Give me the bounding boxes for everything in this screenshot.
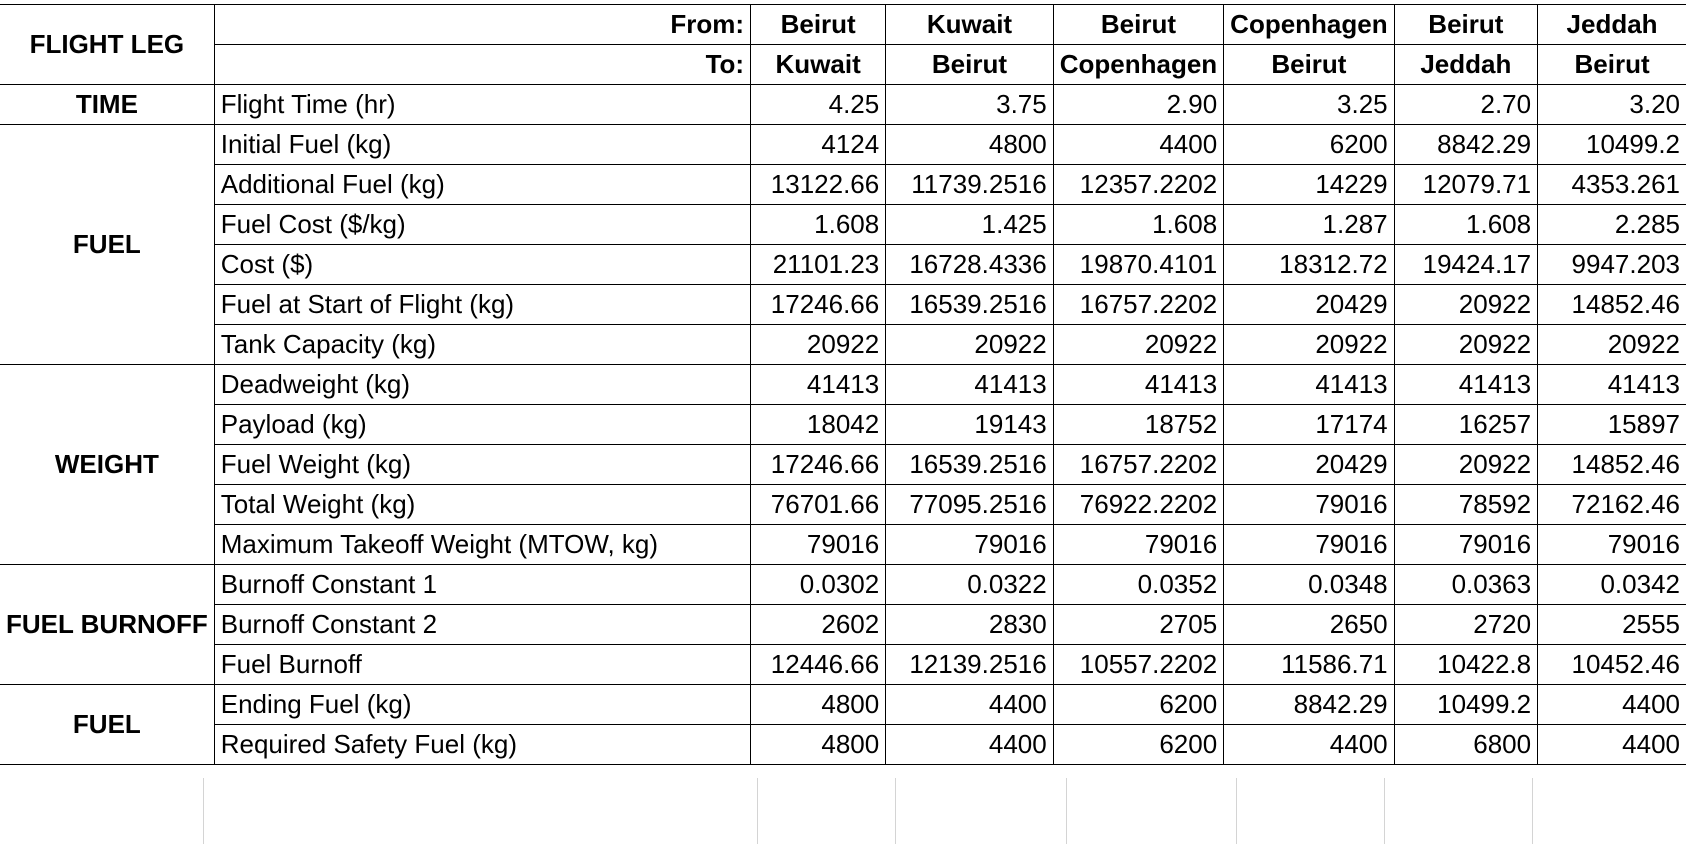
- row-label[interactable]: Fuel Weight (kg): [214, 445, 750, 485]
- value-cell[interactable]: 0.0302: [751, 565, 886, 605]
- value-cell[interactable]: 4400: [1538, 725, 1686, 765]
- value-cell[interactable]: 6200: [1053, 725, 1223, 765]
- value-cell[interactable]: 20429: [1224, 445, 1394, 485]
- value-cell[interactable]: 0.0322: [886, 565, 1053, 605]
- table-row: [0, 405, 1686, 445]
- value-cell[interactable]: 4353.261: [1538, 165, 1686, 205]
- value-cell[interactable]: 20922: [886, 325, 1053, 365]
- table-row: [0, 485, 1686, 525]
- table-row: [0, 205, 1686, 245]
- value-cell[interactable]: 2650: [1224, 605, 1394, 645]
- value-cell[interactable]: 20922: [1224, 325, 1394, 365]
- value-cell[interactable]: 12079.71: [1394, 165, 1537, 205]
- value-cell[interactable]: 4.25: [751, 85, 886, 125]
- value-cell[interactable]: 2705: [1053, 605, 1223, 645]
- value-cell[interactable]: 8842.29: [1224, 685, 1394, 725]
- value-cell[interactable]: 4400: [1538, 685, 1686, 725]
- row-label[interactable]: Tank Capacity (kg): [214, 325, 750, 365]
- from-label[interactable]: From:: [214, 5, 750, 45]
- row-label[interactable]: Fuel at Start of Flight (kg): [214, 285, 750, 325]
- value-cell[interactable]: 41413: [751, 365, 886, 405]
- table-row: [0, 365, 1686, 405]
- value-cell[interactable]: 79016: [1394, 525, 1537, 565]
- value-cell[interactable]: 77095.2516: [886, 485, 1053, 525]
- value-cell[interactable]: 10422.8: [1394, 645, 1537, 685]
- from-cell-5[interactable]: Beirut: [1394, 5, 1537, 45]
- table-row: [0, 165, 1686, 205]
- value-cell[interactable]: 76922.2202: [1053, 485, 1223, 525]
- row-label[interactable]: Deadweight (kg): [214, 365, 750, 405]
- value-cell[interactable]: 79016: [1538, 525, 1686, 565]
- value-cell[interactable]: 11739.2516: [886, 165, 1053, 205]
- value-cell[interactable]: 10557.2202: [1053, 645, 1223, 685]
- value-cell[interactable]: 15897: [1538, 405, 1686, 445]
- value-cell[interactable]: 41413: [1538, 365, 1686, 405]
- value-cell[interactable]: 76701.66: [751, 485, 886, 525]
- table-row: [0, 685, 1686, 725]
- value-cell[interactable]: 6200: [1224, 125, 1394, 165]
- value-cell[interactable]: 2.285: [1538, 205, 1686, 245]
- value-cell[interactable]: 6200: [1053, 685, 1223, 725]
- value-cell[interactable]: 20922: [751, 325, 886, 365]
- to-label[interactable]: To:: [214, 45, 750, 85]
- value-cell[interactable]: 12446.66: [751, 645, 886, 685]
- row-label[interactable]: Flight Time (hr): [214, 85, 750, 125]
- value-cell[interactable]: 20922: [1394, 285, 1537, 325]
- value-cell[interactable]: 1.608: [1053, 205, 1223, 245]
- value-cell[interactable]: 4800: [751, 685, 886, 725]
- value-cell[interactable]: 8842.29: [1394, 125, 1537, 165]
- value-cell[interactable]: 41413: [1394, 365, 1537, 405]
- to-cell-6[interactable]: Beirut: [1538, 45, 1686, 85]
- value-cell[interactable]: 16539.2516: [886, 285, 1053, 325]
- value-cell[interactable]: 4400: [1224, 725, 1394, 765]
- section-label[interactable]: FUEL: [0, 125, 214, 365]
- to-cell-4[interactable]: Beirut: [1224, 45, 1394, 85]
- row-label[interactable]: Additional Fuel (kg): [214, 165, 750, 205]
- value-cell[interactable]: 17246.66: [751, 285, 886, 325]
- value-cell[interactable]: 1.608: [751, 205, 886, 245]
- table-row: [0, 285, 1686, 325]
- value-cell[interactable]: 13122.66: [751, 165, 886, 205]
- value-cell[interactable]: 16728.4336: [886, 245, 1053, 285]
- value-cell[interactable]: 10452.46: [1538, 645, 1686, 685]
- to-cell-3[interactable]: Copenhagen: [1053, 45, 1223, 85]
- row-label[interactable]: Burnoff Constant 1: [214, 565, 750, 605]
- from-cell-1[interactable]: Beirut: [751, 5, 886, 45]
- row-label[interactable]: Burnoff Constant 2: [214, 605, 750, 645]
- table-row: [0, 445, 1686, 485]
- corner-cell[interactable]: FLIGHT LEG: [0, 5, 214, 85]
- value-cell[interactable]: 21101.23: [751, 245, 886, 285]
- value-cell[interactable]: 17246.66: [751, 445, 886, 485]
- value-cell[interactable]: 41413: [886, 365, 1053, 405]
- value-cell[interactable]: 14852.46: [1538, 445, 1686, 485]
- row-label[interactable]: Fuel Burnoff: [214, 645, 750, 685]
- value-cell[interactable]: 2.90: [1053, 85, 1223, 125]
- value-cell[interactable]: 41413: [1053, 365, 1223, 405]
- from-cell-3[interactable]: Beirut: [1053, 5, 1223, 45]
- value-cell[interactable]: 2830: [886, 605, 1053, 645]
- value-cell[interactable]: 20922: [1394, 325, 1537, 365]
- value-cell[interactable]: 3.75: [886, 85, 1053, 125]
- value-cell[interactable]: 16757.2202: [1053, 285, 1223, 325]
- table-row: [0, 525, 1686, 565]
- value-cell[interactable]: 20429: [1224, 285, 1394, 325]
- row-label[interactable]: Payload (kg): [214, 405, 750, 445]
- flight-leg-spreadsheet: [0, 4, 1686, 765]
- value-cell[interactable]: 72162.46: [1538, 485, 1686, 525]
- value-cell[interactable]: 79016: [886, 525, 1053, 565]
- value-cell[interactable]: 18752: [1053, 405, 1223, 445]
- value-cell[interactable]: 2720: [1394, 605, 1537, 645]
- table-row: [0, 645, 1686, 685]
- value-cell[interactable]: 0.0348: [1224, 565, 1394, 605]
- value-cell[interactable]: 79016: [751, 525, 886, 565]
- header-row-to: [0, 45, 1686, 85]
- value-cell[interactable]: 4800: [751, 725, 886, 765]
- value-cell[interactable]: 78592: [1394, 485, 1537, 525]
- from-cell-2[interactable]: Kuwait: [886, 5, 1053, 45]
- value-cell[interactable]: 1.608: [1394, 205, 1537, 245]
- value-cell[interactable]: 2.70: [1394, 85, 1537, 125]
- row-label[interactable]: Maximum Takeoff Weight (MTOW, kg): [214, 525, 750, 565]
- row-label[interactable]: Ending Fuel (kg): [214, 685, 750, 725]
- row-label[interactable]: Initial Fuel (kg): [214, 125, 750, 165]
- section-label[interactable]: FUEL BURNOFF: [0, 565, 214, 685]
- section-label[interactable]: TIME: [0, 85, 214, 125]
- table-row: [0, 725, 1686, 765]
- row-label[interactable]: Fuel Cost ($/kg): [214, 205, 750, 245]
- value-cell[interactable]: 10499.2: [1394, 685, 1537, 725]
- header-row-from: [0, 5, 1686, 45]
- to-cell-2[interactable]: Beirut: [886, 45, 1053, 85]
- value-cell[interactable]: 4400: [886, 685, 1053, 725]
- to-cell-5[interactable]: Jeddah: [1394, 45, 1537, 85]
- row-label[interactable]: Required Safety Fuel (kg): [214, 725, 750, 765]
- table-row: [0, 565, 1686, 605]
- row-label[interactable]: Cost ($): [214, 245, 750, 285]
- table-row: [0, 605, 1686, 645]
- row-label[interactable]: Total Weight (kg): [214, 485, 750, 525]
- value-cell[interactable]: 0.0342: [1538, 565, 1686, 605]
- value-cell[interactable]: 18042: [751, 405, 886, 445]
- value-cell[interactable]: 19424.17: [1394, 245, 1537, 285]
- section-label[interactable]: FUEL: [0, 685, 214, 765]
- table-row: [0, 125, 1686, 165]
- value-cell[interactable]: 1.425: [886, 205, 1053, 245]
- value-cell[interactable]: 19143: [886, 405, 1053, 445]
- value-cell[interactable]: 4400: [886, 725, 1053, 765]
- empty-grid-area: [0, 778, 1686, 844]
- value-cell[interactable]: 4400: [1053, 125, 1223, 165]
- from-cell-6[interactable]: Jeddah: [1538, 5, 1686, 45]
- value-cell[interactable]: 41413: [1224, 365, 1394, 405]
- value-cell[interactable]: 0.0363: [1394, 565, 1537, 605]
- table-row: [0, 85, 1686, 125]
- value-cell[interactable]: 18312.72: [1224, 245, 1394, 285]
- table-row: [0, 245, 1686, 285]
- value-cell[interactable]: 20922: [1053, 325, 1223, 365]
- value-cell[interactable]: 3.25: [1224, 85, 1394, 125]
- value-cell[interactable]: 11586.71: [1224, 645, 1394, 685]
- value-cell[interactable]: 16539.2516: [886, 445, 1053, 485]
- value-cell[interactable]: 4124: [751, 125, 886, 165]
- value-cell[interactable]: 2555: [1538, 605, 1686, 645]
- from-cell-4[interactable]: Copenhagen: [1224, 5, 1394, 45]
- value-cell[interactable]: 0.0352: [1053, 565, 1223, 605]
- section-label[interactable]: WEIGHT: [0, 365, 214, 565]
- value-cell[interactable]: 2602: [751, 605, 886, 645]
- value-cell[interactable]: 4800: [886, 125, 1053, 165]
- value-cell[interactable]: 12139.2516: [886, 645, 1053, 685]
- value-cell[interactable]: 10499.2: [1538, 125, 1686, 165]
- value-cell[interactable]: 20922: [1538, 325, 1686, 365]
- table-row: [0, 325, 1686, 365]
- value-cell[interactable]: 1.287: [1224, 205, 1394, 245]
- value-cell[interactable]: 9947.203: [1538, 245, 1686, 285]
- value-cell[interactable]: 14229: [1224, 165, 1394, 205]
- to-cell-1[interactable]: Kuwait: [751, 45, 886, 85]
- value-cell[interactable]: 20922: [1394, 445, 1537, 485]
- value-cell[interactable]: 79016: [1053, 525, 1223, 565]
- value-cell[interactable]: 6800: [1394, 725, 1537, 765]
- value-cell[interactable]: 12357.2202: [1053, 165, 1223, 205]
- value-cell[interactable]: 3.20: [1538, 85, 1686, 125]
- value-cell[interactable]: 79016: [1224, 485, 1394, 525]
- value-cell[interactable]: 17174: [1224, 405, 1394, 445]
- value-cell[interactable]: 14852.46: [1538, 285, 1686, 325]
- value-cell[interactable]: 19870.4101: [1053, 245, 1223, 285]
- value-cell[interactable]: 16757.2202: [1053, 445, 1223, 485]
- value-cell[interactable]: 79016: [1224, 525, 1394, 565]
- value-cell[interactable]: 16257: [1394, 405, 1537, 445]
